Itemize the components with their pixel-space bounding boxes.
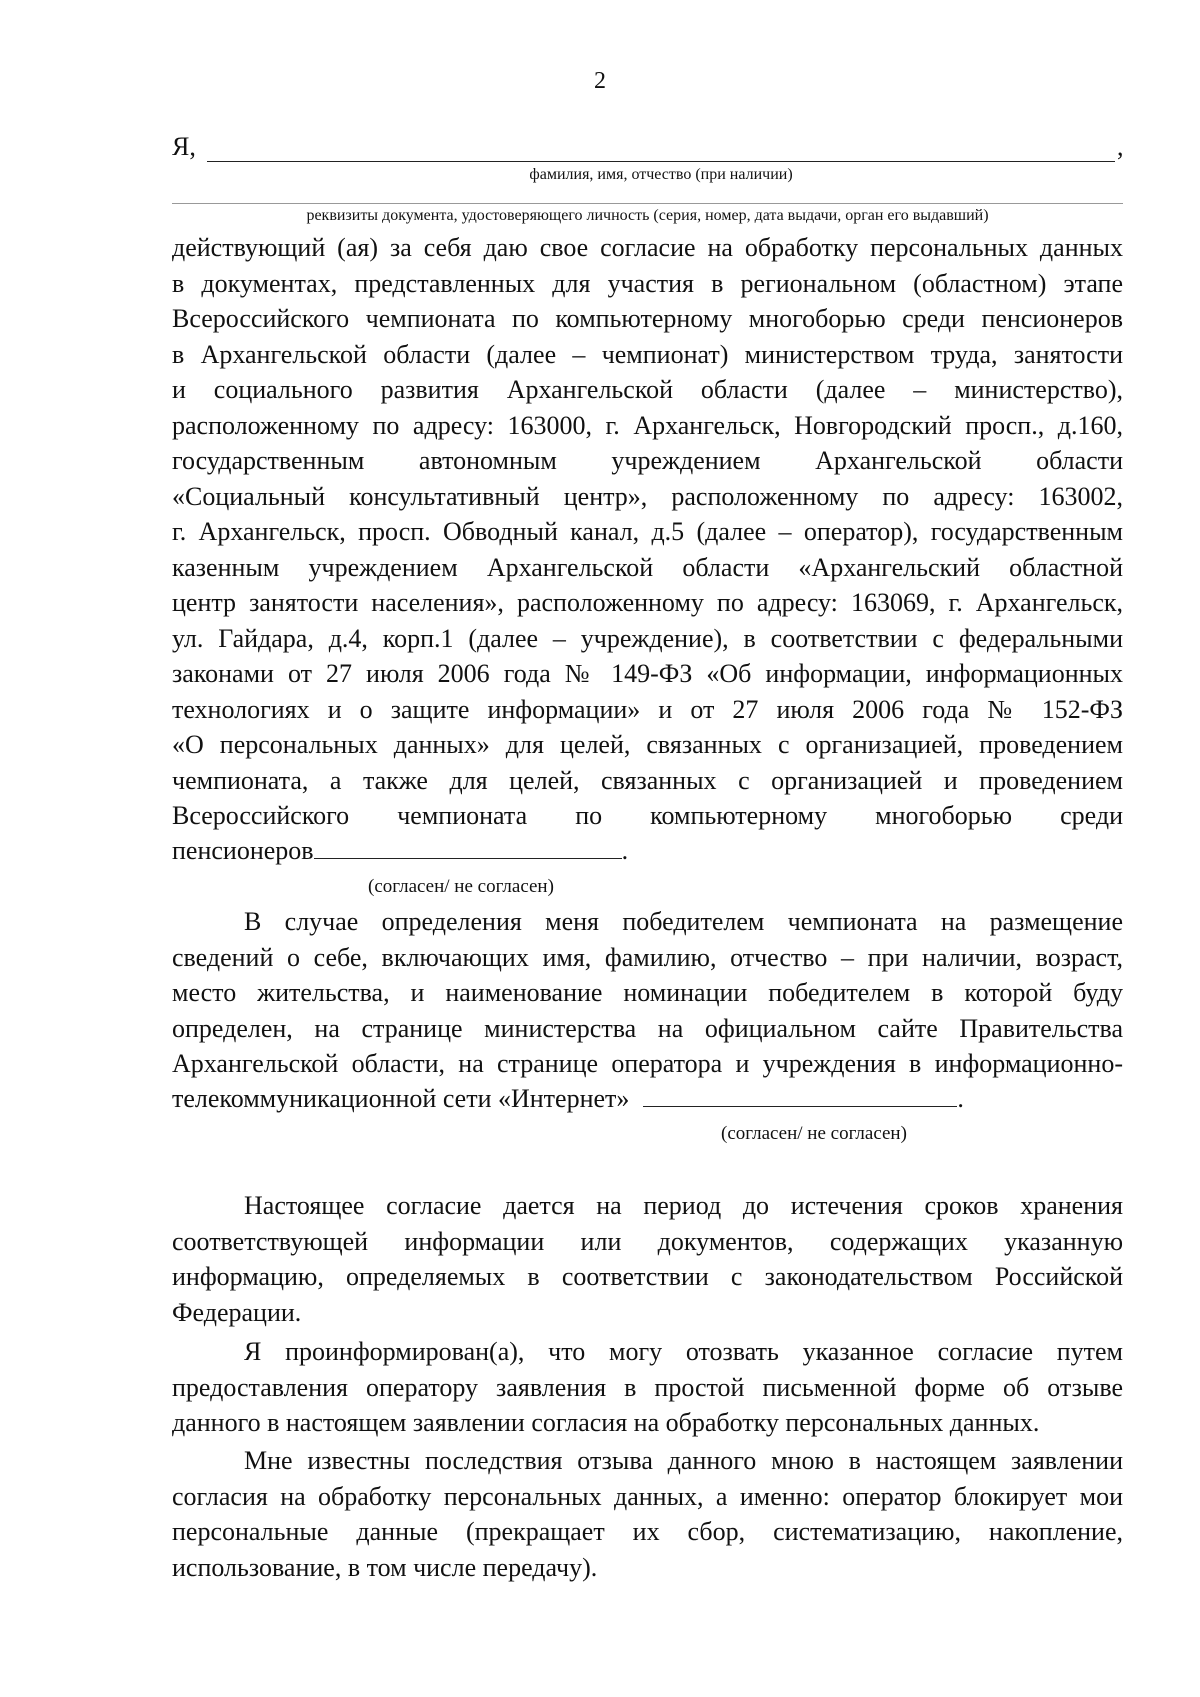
- consent1-line: законами от 27 июля 2006 года № 149-ФЗ «Об информации, информационных: [172, 659, 1123, 688]
- consent1-last-line: [172, 835, 628, 867]
- consent1-line: г. Архангельск, просп. Обводный канал, д.5 (далее – оператор), государственным: [172, 517, 1123, 546]
- para3-line: информацию, определяемых в соответствии с законодательством Российской: [172, 1262, 1123, 1291]
- revocation-paragraph: [172, 1334, 1123, 1441]
- validity-paragraph: [172, 1188, 1123, 1330]
- consent1-line: государственным автономным учреждением Архангельской области: [172, 446, 1123, 475]
- consent1-line: действующий (ая) за себя даю свое согласие на обработку персональных данных: [172, 233, 1123, 262]
- fio-caption: фамилия, имя, отчество (при наличии): [529, 166, 793, 183]
- consent1-line: казенным учреждением Архангельской области «Архангельский областной: [172, 552, 1123, 582]
- consent1-line: расположенному по адресу: 163000, г. Архангельск, Новгородский просп., д.160,: [172, 410, 1123, 440]
- para4-line: предоставления оператору заявления в простой письменной форме об отзыве: [172, 1372, 1123, 1402]
- consent2-line: В случае определения меня победителем чемпионата на размещение: [244, 907, 1123, 936]
- ya-label: Я,: [172, 132, 196, 161]
- consent2-line: место жительства, и наименование номинации победителем в которой буду: [172, 978, 1123, 1007]
- consent1-line: в Архангельской области (далее – чемпионат) министерством труда, занятости: [172, 339, 1123, 369]
- consent1-line: ул. Гайдара, д.4, корп.1 (далее – учреждение), в соответствии с федеральными: [172, 623, 1123, 653]
- para5-line: согласия на обработку персональных данных, а именно: оператор блокирует мои: [172, 1481, 1123, 1511]
- consent1-line: Всероссийского чемпионата по компьютерному многоборью среди: [172, 801, 1123, 830]
- para4-line: Я проинформирован(а), что могу отозвать указанное согласие путем: [244, 1337, 1123, 1366]
- consent2-caption: (согласен/ не согласен): [721, 1123, 907, 1144]
- doc-input-line[interactable]: [172, 203, 1123, 204]
- para4-line: данного в настоящем заявлении согласия на обработку персональных данных.: [172, 1408, 1040, 1437]
- consent2-line: определен, на странице министерства на официальном сайте Правительства: [172, 1013, 1123, 1043]
- consequences-paragraph: [172, 1443, 1123, 1585]
- consent1-period: .: [621, 836, 629, 865]
- consent1-line: и социального развития Архангельской области (далее – министерство),: [172, 375, 1123, 404]
- consent1-line: «О персональных данных» для целей, связанных с организацией, проведением: [172, 730, 1123, 759]
- consent1-line: центр занятости населения», расположенному по адресу: 163069, г. Архангельск,: [172, 588, 1123, 617]
- consent1-line: чемпионата, а также для целей, связанных с организацией и проведением: [172, 765, 1123, 795]
- consent2-last-line: [172, 1083, 964, 1115]
- consent-paragraph-1: [172, 230, 1123, 834]
- consent1-answer-blank[interactable]: [314, 836, 622, 859]
- consent1-caption: (согласен/ не согласен): [368, 876, 554, 897]
- consent1-line: в документах, представленных для участия в региональном (областном) этапе: [172, 268, 1123, 298]
- consent2-last-line-text: телекоммуникационной сети «Интернет»: [172, 1084, 630, 1113]
- fio-comma: ,: [1117, 132, 1124, 161]
- consent2-line: сведений о себе, включающих имя, фамилию, отчество – при наличии, возраст,: [172, 942, 1123, 972]
- para3-line: Настоящее согласие дается на период до истечения сроков хранения: [244, 1191, 1123, 1220]
- para5-line: персональные данные (прекращает их сбор, систематизацию, накопление,: [172, 1517, 1123, 1546]
- consent1-line: Всероссийского чемпионата по компьютерному многоборью среди пенсионеров: [172, 304, 1123, 333]
- para3-line: Федерации.: [172, 1297, 302, 1327]
- para3-line: соответствующей информации или документов, содержащих указанную: [172, 1226, 1123, 1256]
- consent2-period: .: [957, 1084, 964, 1113]
- consent1-line: технологиях и о защите информации» и от 27 июля 2006 года № 152-ФЗ: [172, 694, 1123, 724]
- para5-line: использование, в том числе передачу).: [172, 1552, 598, 1582]
- consent1-last-word: пенсионеров: [172, 836, 314, 865]
- doc-caption: реквизиты документа, удостоверяющего личность (серия, номер, дата выдачи, орган его выдавший): [306, 207, 989, 224]
- consent2-answer-blank[interactable]: [643, 1084, 957, 1107]
- page-number: 2: [594, 68, 606, 94]
- para5-line: Мне известны последствия отзыва данного мною в настоящем заявлении: [244, 1446, 1123, 1475]
- fio-input-line[interactable]: [207, 133, 1115, 162]
- consent-paragraph-2: [172, 904, 1123, 1082]
- consent1-line: «Социальный консультативный центр», расположенному по адресу: 163002,: [172, 481, 1123, 511]
- consent2-line: Архангельской области, на странице оператора и учреждения в информационно-: [172, 1049, 1123, 1078]
